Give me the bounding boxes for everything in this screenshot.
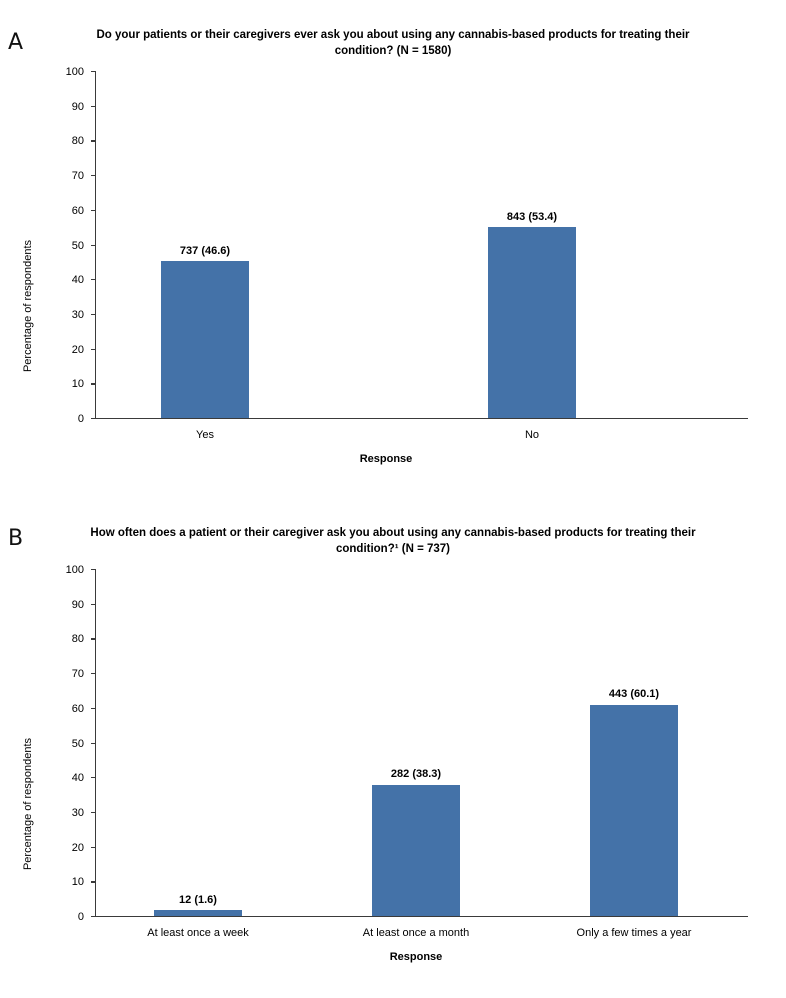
- bar-value-label: 843 (53.4): [506, 211, 558, 224]
- x-axis-label-b: Response: [389, 951, 443, 964]
- bar-at-least-once-a-week[interactable]: [154, 910, 242, 916]
- y-tick-label: 90: [71, 598, 84, 611]
- panel-letter-b: B: [8, 526, 24, 551]
- bar-value-label: 12 (1.6): [179, 894, 217, 907]
- x-tick-label: At least once a week: [147, 927, 249, 940]
- panel-letter-a: A: [8, 30, 24, 55]
- y-tick-label: 80: [71, 135, 84, 148]
- y-tick-label: 10: [71, 378, 84, 391]
- bar-value-label: 737 (46.6): [179, 245, 231, 258]
- x-tick-label: No: [524, 429, 540, 442]
- y-tick-label: 20: [71, 841, 84, 854]
- x-tick-label: Yes: [196, 429, 214, 442]
- bar-only-a-few-times-a-year[interactable]: [590, 705, 678, 917]
- x-tick-label: Only a few times a year: [576, 927, 692, 940]
- y-tick-label: 100: [65, 564, 84, 577]
- axis-b: [65, 564, 748, 964]
- chart-panel-a: [0, 26, 786, 500]
- y-tick-label: 70: [71, 668, 84, 681]
- x-tick-label: At least once a month: [362, 927, 470, 940]
- chart-panel-b: [0, 524, 786, 998]
- y-tick-label: 20: [71, 343, 84, 356]
- bar-at-least-once-a-month[interactable]: [372, 785, 460, 917]
- y-tick-label: 60: [71, 204, 84, 217]
- y-tick-label: 50: [71, 239, 84, 252]
- y-tick-label: 90: [71, 100, 84, 113]
- plot-area-b: [0, 563, 786, 963]
- axis-a: [65, 66, 748, 466]
- y-tick-label: 70: [71, 170, 84, 183]
- y-tick-label: 10: [71, 876, 84, 889]
- y-tick-label: 0: [77, 911, 84, 924]
- y-tick-label: 0: [77, 413, 84, 426]
- y-tick-label: 40: [71, 274, 84, 287]
- y-tick-label: 100: [65, 66, 84, 79]
- bar-yes[interactable]: [161, 261, 249, 418]
- y-tick-label: 60: [71, 702, 84, 715]
- chart-title-b: How often does a patient or their caregiver ask you about using any cannabis-based products for treating their condition?¹ (N = 737): [90, 527, 696, 555]
- y-axis-label-a: Percentage of respondents: [22, 239, 34, 373]
- x-axis-label-a: Response: [359, 453, 413, 466]
- y-tick-label: 50: [71, 737, 84, 750]
- bar-value-label: 282 (38.3): [390, 768, 442, 781]
- y-tick-label: 30: [71, 308, 84, 321]
- bar-no[interactable]: [488, 227, 576, 418]
- bar-value-label: 443 (60.1): [608, 688, 660, 701]
- plot-area-a: [0, 65, 786, 465]
- y-tick-label: 40: [71, 772, 84, 785]
- y-axis-label-b: Percentage of respondents: [22, 737, 34, 871]
- y-tick-label: 30: [71, 806, 84, 819]
- y-tick-label: 80: [71, 633, 84, 646]
- chart-title-a: Do your patients or their caregivers ever ask you about using any cannabis-based products for treating their condition? (N = 1580): [96, 29, 690, 57]
